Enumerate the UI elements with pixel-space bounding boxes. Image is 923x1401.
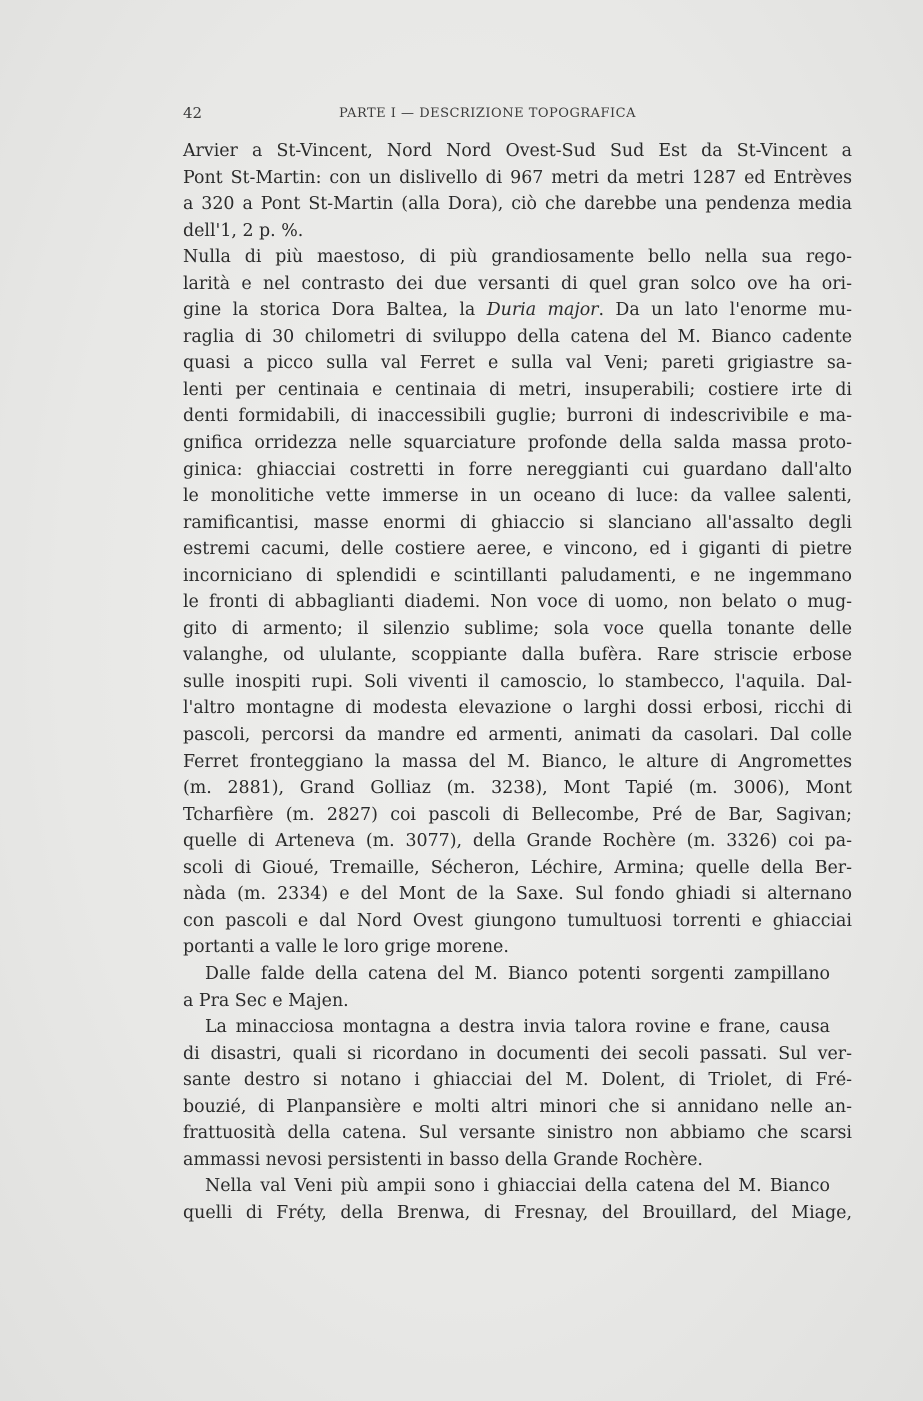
paragraph-4 xyxy=(183,1014,852,1173)
text-line: frattuosità della catena. Sul versante sinistro non abbiamo che scarsi xyxy=(183,1123,852,1144)
text-line: ramificantisi, masse enormi di ghiaccio si slanciano all'assalto degli xyxy=(183,512,852,533)
text-line: Tcharfière (m. 2827) coi pascoli di Bellecombe, Pré de Bar, Sagivan; xyxy=(183,804,852,825)
text-line: gnifica orridezza nelle squarciature profonde della salda massa proto- xyxy=(183,433,852,454)
text-line: nàda (m. 2334) e del Mont de la Saxe. Sul fondo ghiadi si alternano xyxy=(183,884,852,905)
text-line: portanti a valle le loro grige morene. xyxy=(183,937,509,958)
text-line: valanghe, od ululante, scoppiante dalla bufèra. Rare striscie erbose xyxy=(183,645,852,666)
text-line: La minacciosa montagna a destra invia talora rovine e frane, causa xyxy=(205,1017,830,1038)
text-line: Pont St-Martin: con un dislivello di 967 metri da metri 1287 ed Entrèves xyxy=(183,167,852,188)
paragraph-1 xyxy=(183,138,852,244)
text-line: le fronti di abbaglianti diademi. Non voce di uomo, non belato o mug- xyxy=(183,592,852,613)
text-line: larità e nel contrasto dei due versanti di quel gran solco ove ha ori- xyxy=(183,273,852,294)
text-line: ammassi nevosi persistenti in basso della Grande Rochère. xyxy=(183,1149,703,1170)
page-number: 42 xyxy=(183,104,203,122)
text-line: Ferret fronteggiano la massa del M. Bianco, le alture di Angromettes xyxy=(183,751,852,772)
text-line: denti formidabili, di inaccessibili guglie; burroni di indescrivibile e ma- xyxy=(183,406,852,427)
text-line: Nella val Veni più ampii sono i ghiacciai della catena del M. Bianco xyxy=(205,1176,830,1197)
text-line: l'altro montagne di modesta elevazione o larghi dossi erbosi, ricchi di xyxy=(183,698,852,719)
text-line: con pascoli e dal Nord Ovest giungono tumultuosi torrenti e ghiacciai xyxy=(183,910,852,931)
text-line: Dalle falde della catena del M. Bianco potenti sorgenti zampillano xyxy=(205,963,830,984)
paragraph-5 xyxy=(183,1173,852,1226)
text-line: incorniciano di splendidi e scintillanti paludamenti, e ne ingemmano xyxy=(183,565,852,586)
text-line: le monolitiche vette immerse in un oceano di luce: da vallee salenti, xyxy=(183,486,852,507)
text-line: sante destro si notano i ghiacciai del M. Dolent, di Triolet, di Fré- xyxy=(183,1070,852,1091)
text-line: quelli di Fréty, della Brenwa, di Fresnay, del Brouillard, del Miage, xyxy=(183,1202,852,1223)
text-line: pascoli, percorsi da mandre ed armenti, animati da casolari. Dal colle xyxy=(183,725,852,746)
text-line: lenti per centinaia e centinaia di metri, insuperabili; costiere irte di xyxy=(183,379,852,400)
running-title: PARTE I — DESCRIZIONE TOPOGRAFICA xyxy=(339,106,636,121)
text-line: estremi cacumi, delle costiere aeree, e vincono, ed i giganti di pietre xyxy=(183,539,852,560)
body-text xyxy=(183,138,852,1226)
paragraph-3 xyxy=(183,961,852,1014)
text-line: bouzié, di Planpansière e molti altri minori che si annidano nelle an- xyxy=(183,1096,852,1117)
text-line: quelle di Arteneva (m. 3077), della Grande Rochère (m. 3326) coi pa- xyxy=(183,831,852,852)
text-line: raglia di 30 chilometri di sviluppo della catena del M. Bianco cadente xyxy=(183,326,852,347)
text-line: (m. 2881), Grand Golliaz (m. 3238), Mont Tapié (m. 3006), Mont xyxy=(183,778,852,799)
text-line: quasi a picco sulla val Ferret e sulla val Veni; pareti grigiastre sa- xyxy=(183,353,852,374)
text-line: a 320 a Pont St-Martin (alla Dora), ciò che darebbe una pendenza media xyxy=(183,194,852,215)
text-line: a Pra Sec e Majen. xyxy=(183,990,349,1011)
paragraph-2 xyxy=(183,244,852,961)
text-line: dell'1, 2 p. %. xyxy=(183,220,304,241)
text-line: scoli di Gioué, Tremaille, Sécheron, Léchire, Armina; quelle della Ber- xyxy=(183,857,852,878)
page-header xyxy=(183,104,852,126)
text-line: ginica: ghiacciai costretti in forre nereggianti cui guardano dall'alto xyxy=(183,459,852,480)
text-line: gine la storica Dora Baltea, la Duria major. Da un lato l'enorme mu- xyxy=(183,300,852,321)
text-line: sulle inospiti rupi. Soli viventi il camoscio, lo stambecco, l'aquila. Dal- xyxy=(183,671,852,692)
text-line: Nulla di più maestoso, di più grandiosamente bello nella sua rego- xyxy=(183,247,852,268)
text-line: di disastri, quali si ricordano in documenti dei secoli passati. Sul ver- xyxy=(183,1043,852,1064)
text-line: gito di armento; il silenzio sublime; sola voce quella tonante delle xyxy=(183,618,852,639)
italic-term: Duria major xyxy=(486,300,599,321)
text-line: Arvier a St-Vincent, Nord Nord Ovest-Sud Sud Est da St-Vincent a xyxy=(183,141,852,161)
